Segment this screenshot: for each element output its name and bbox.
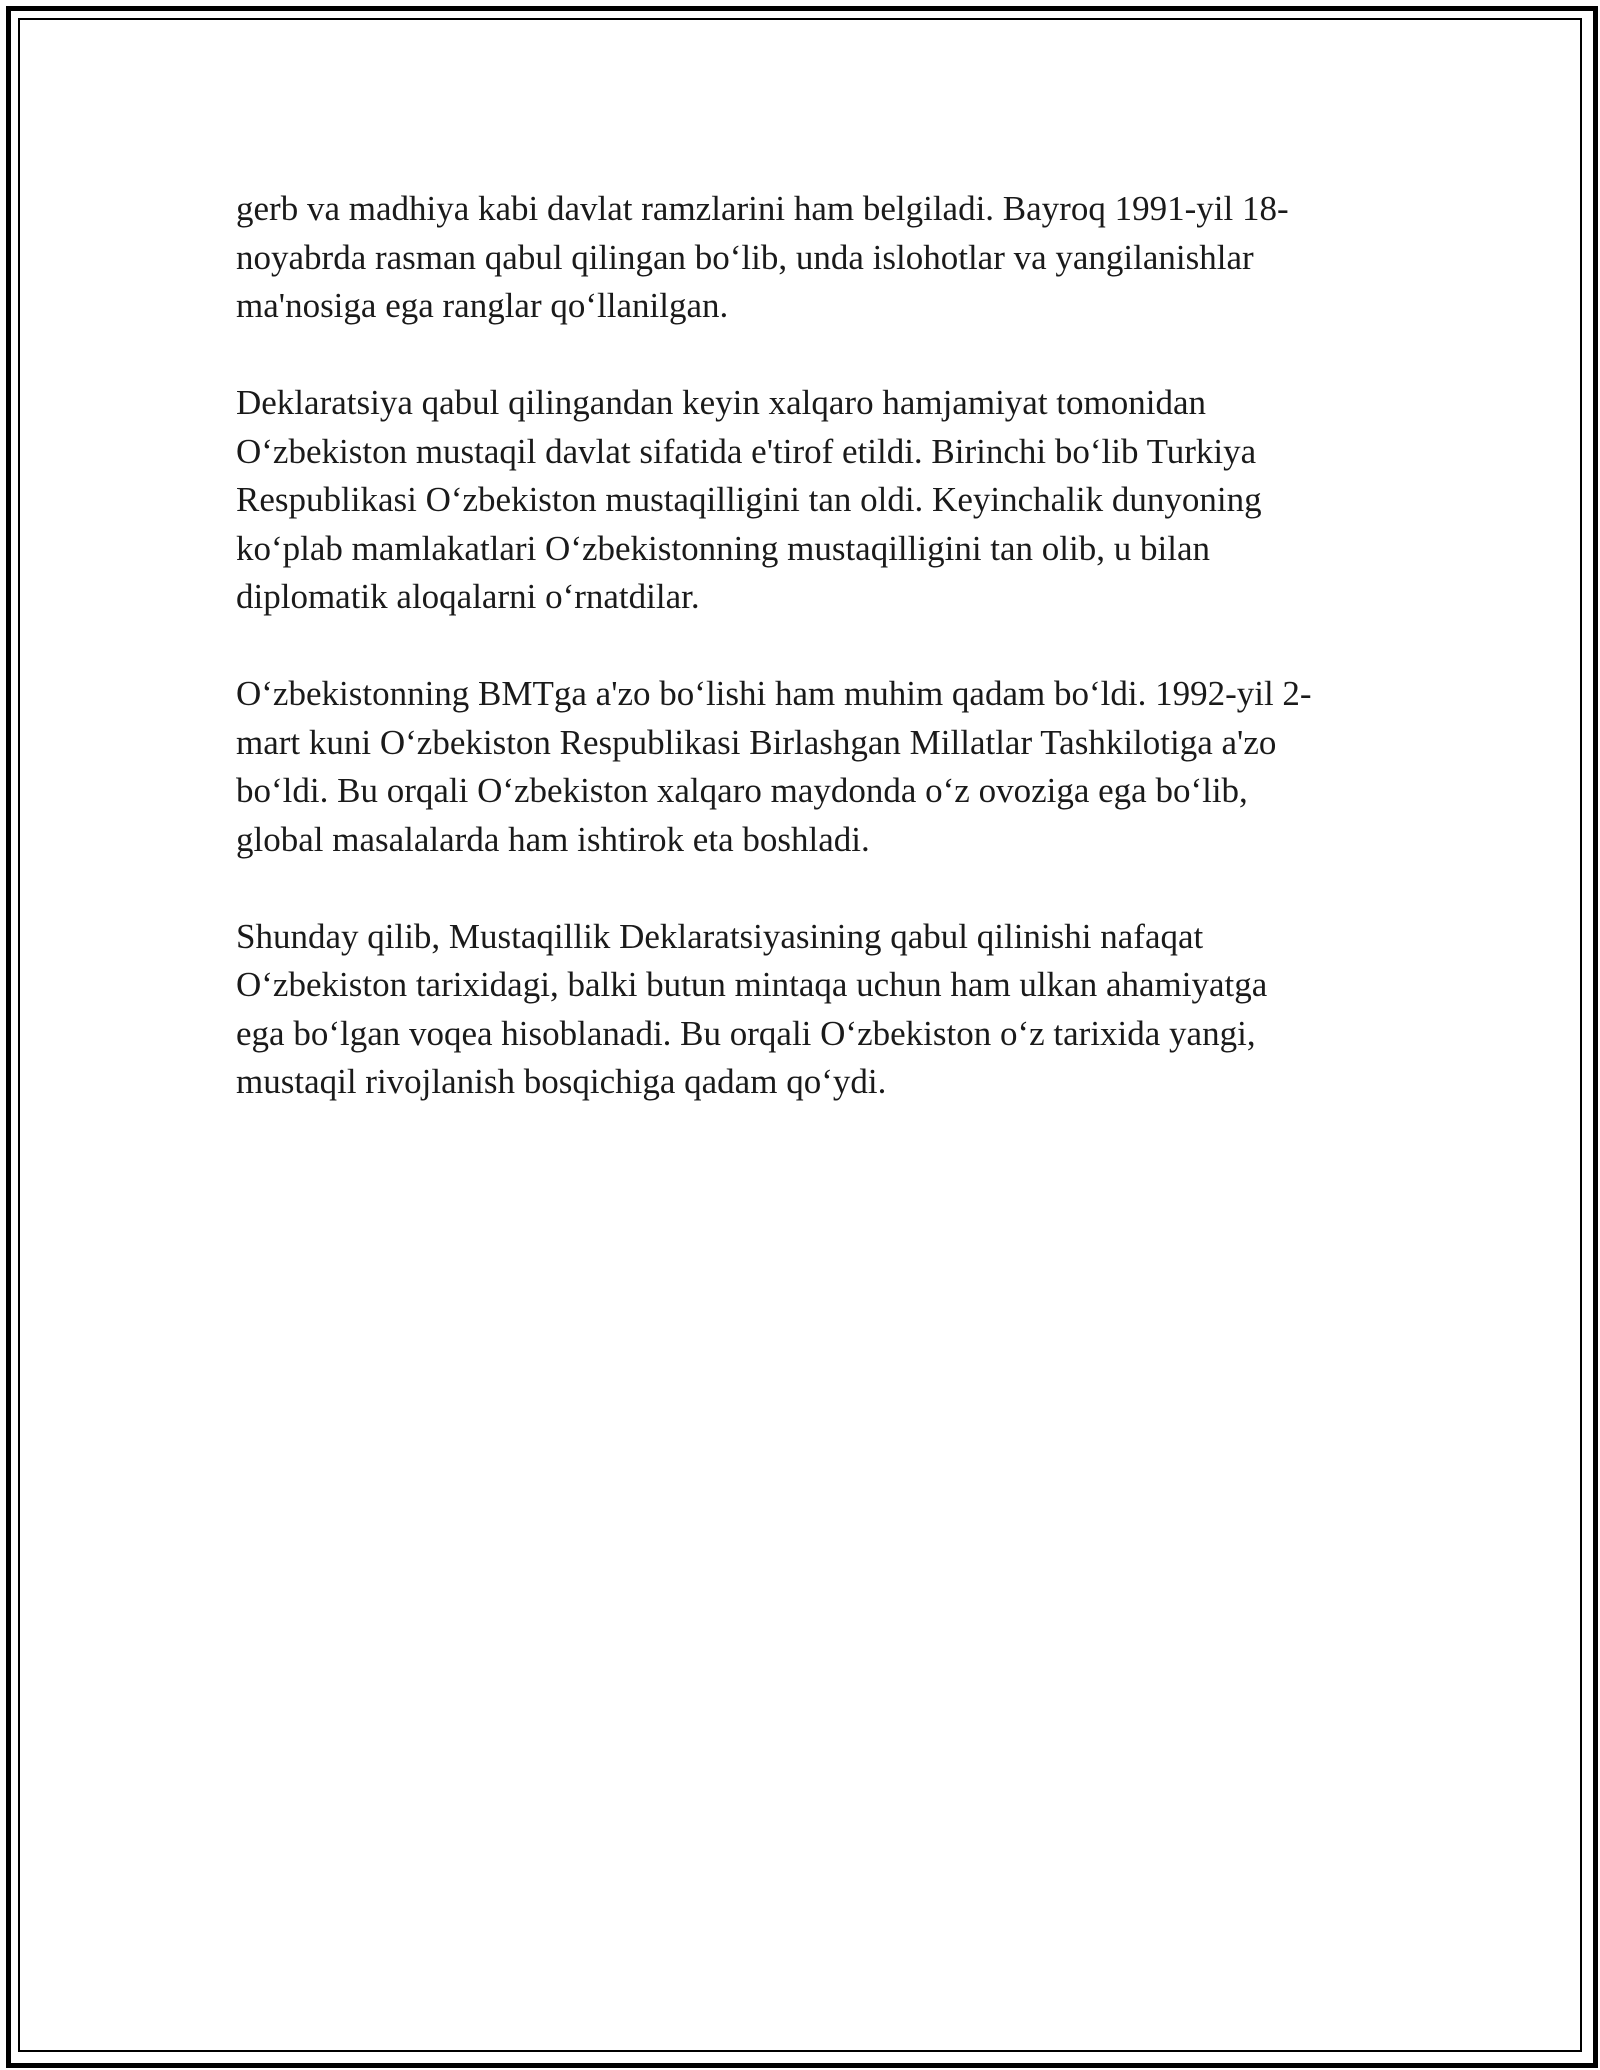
document-body — [236, 185, 1366, 1155]
text-line: diplomatik aloqalarni o‘rnatdilar. — [236, 577, 700, 616]
text-line: O‘zbekistonning BMTga a'zo bo‘lishi ham muhim qadam bo‘ldi. 1992-yil 2- — [236, 674, 1312, 713]
text-line: ma'nosiga ega ranglar qo‘llanilgan. — [236, 286, 729, 325]
text-line: gerb va madhiya kabi davlat ramzlarini ham belgiladi. Bayroq 1991-yil 18- — [236, 189, 1289, 228]
text-line: ega bo‘lgan voqea hisoblanadi. Bu orqali O‘zbekiston o‘z tarixida yangi, — [236, 1013, 1256, 1053]
paragraph-international-recognition — [236, 379, 1366, 622]
text-line: Respublikasi O‘zbekiston mustaqilligini tan oldi. Keyinchalik dunyoning — [236, 480, 1262, 519]
text-line: bo‘ldi. Bu orqali O‘zbekiston xalqaro maydonda o‘z ovoziga ega bo‘lib, — [236, 771, 1248, 810]
text-line: ko‘plab mamlakatlari O‘zbekistonning mustaqilligini tan olib, u bilan — [236, 528, 1210, 568]
paragraph-state-symbols — [236, 185, 1366, 331]
text-line: O‘zbekiston mustaqil davlat sifatida e'tirof etildi. Birinchi bo‘lib Turkiya — [236, 431, 1257, 471]
text-line: O‘zbekiston tarixidagi, balki butun mintaqa uchun ham ulkan ahamiyatga — [236, 965, 1268, 1004]
text-line: mustaqil rivojlanish bosqichiga qadam qo‘ydi. — [236, 1062, 887, 1101]
text-line: noyabrda rasman qabul qilingan bo‘lib, unda islohotlar va yangilanishlar — [236, 237, 1254, 277]
text-line: Deklaratsiya qabul qilingandan keyin xalqaro hamjamiyat tomonidan — [236, 383, 1207, 422]
text-line: global masalalarda ham ishtirok eta boshladi. — [236, 819, 870, 859]
text-line: mart kuni O‘zbekiston Respublikasi Birlashgan Millatlar Tashkilotiga a'zo — [236, 722, 1277, 762]
paragraph-conclusion — [236, 913, 1366, 1107]
text-line: Shunday qilib, Mustaqillik Deklaratsiyasining qabul qilinishi nafaqat — [236, 916, 1204, 956]
paragraph-un-membership — [236, 670, 1366, 864]
